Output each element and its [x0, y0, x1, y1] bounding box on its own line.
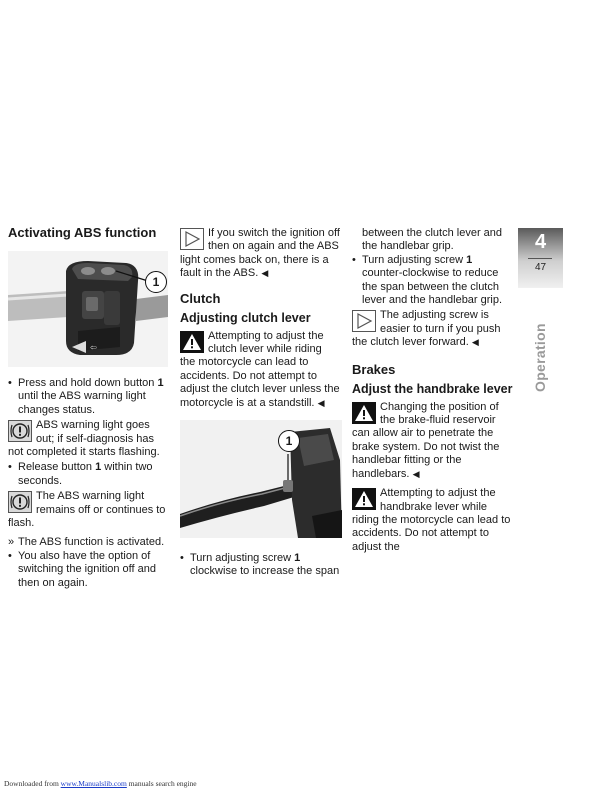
tip-triangle-icon	[180, 228, 204, 250]
clutch-lever-figure	[180, 420, 342, 538]
clutch-lever-illustration	[180, 420, 342, 538]
end-mark: ◀	[261, 268, 269, 279]
chapter-tab	[518, 228, 563, 288]
step-press-button: • Press and hold down button 1 until the ABS warning light changes status.	[8, 377, 164, 416]
result-mark: »	[8, 536, 15, 549]
abs-warning-light-icon	[8, 420, 32, 442]
figure-callout-1: 1	[278, 430, 300, 452]
heading-adjust-handbrake-lever: Adjust the handbrake lever	[352, 381, 513, 396]
warning-triangle-icon	[352, 488, 376, 510]
abs-warning-light-icon	[8, 491, 32, 513]
bullet-mark: •	[8, 377, 12, 389]
heading-brakes: Brakes	[352, 361, 396, 377]
abs-switch-figure	[8, 251, 168, 367]
manualslib-link[interactable]: www.Manualslib.com	[60, 779, 127, 788]
end-mark: ◀	[412, 468, 420, 479]
continued-text: between the clutch lever and the handlebar grip.	[362, 227, 503, 253]
warning-triangle-icon	[180, 331, 204, 353]
brake-warning-1: Changing the position of the brake-fluid reservoir can allow air to penetrate the brake system. Do not twist the handlebar fitting or the handlebars. ◀	[352, 400, 500, 480]
step-ignition-option: • You also have the option of switching the ignition off and then on again.	[8, 549, 156, 589]
column-left	[8, 225, 168, 590]
chapter-number: 4	[534, 231, 547, 253]
bullet-mark: •	[180, 552, 184, 565]
end-mark: ◀	[317, 397, 325, 408]
heading-clutch: Clutch	[180, 290, 221, 306]
bullet-mark: •	[8, 461, 12, 474]
tip-triangle-icon	[352, 310, 376, 332]
bullet-mark: •	[352, 253, 356, 266]
clutch-warning: Attempting to adjust the clutch lever while riding the motorcycle can lead to accidents. Do not attempt to adjust the clutch lever unless the motorcycle is at a standstill. ◀	[180, 329, 340, 409]
page-number: 47	[534, 262, 547, 273]
footer: Downloaded from www.Manualslib.com manuals search engine	[4, 779, 197, 788]
heading-activating-abs: Activating ABS function	[8, 225, 157, 240]
abs-note-2: The ABS warning light remains off or continues to flash.	[8, 490, 166, 530]
warning-triangle-icon	[352, 402, 376, 424]
result-abs-activated: » The ABS function is activated.	[8, 536, 165, 549]
column-middle	[180, 225, 340, 579]
tab-divider	[528, 258, 552, 259]
section-side-label: Operation	[532, 323, 548, 392]
abs-note-1: ABS warning light goes out; if self-diagnosis has not completed it starts flashing.	[8, 419, 160, 459]
heading-adjusting-clutch-lever: Adjusting clutch lever	[180, 310, 311, 325]
step-release-button: • Release button 1 within two seconds.	[8, 461, 153, 487]
handlebar-switch-illustration	[8, 251, 168, 367]
abs-fault-tip: If you switch the ignition off then on again and the ABS light comes back on, there is a fault in the ABS. ◀	[180, 227, 340, 280]
bullet-mark: •	[8, 549, 12, 562]
brake-warning-2: Attempting to adjust the handbrake lever while riding the motorcycle can lead to accidents. Do not attempt to adjust the	[352, 487, 511, 553]
step-turn-clockwise: • Turn adjusting screw 1 clockwise to increase the span	[180, 552, 340, 578]
step-turn-counterclockwise: • Turn adjusting screw 1 counter-clockwise to reduce the span between the clutch lever and the handlebar grip.	[352, 253, 503, 307]
svg-text:⇦: ⇦	[90, 343, 97, 352]
screw-tip: The adjusting screw is easier to turn if you push the clutch lever forward. ◀	[352, 309, 501, 349]
column-right	[352, 225, 514, 556]
figure-callout-1: 1	[145, 271, 167, 293]
end-mark: ◀	[471, 337, 479, 348]
